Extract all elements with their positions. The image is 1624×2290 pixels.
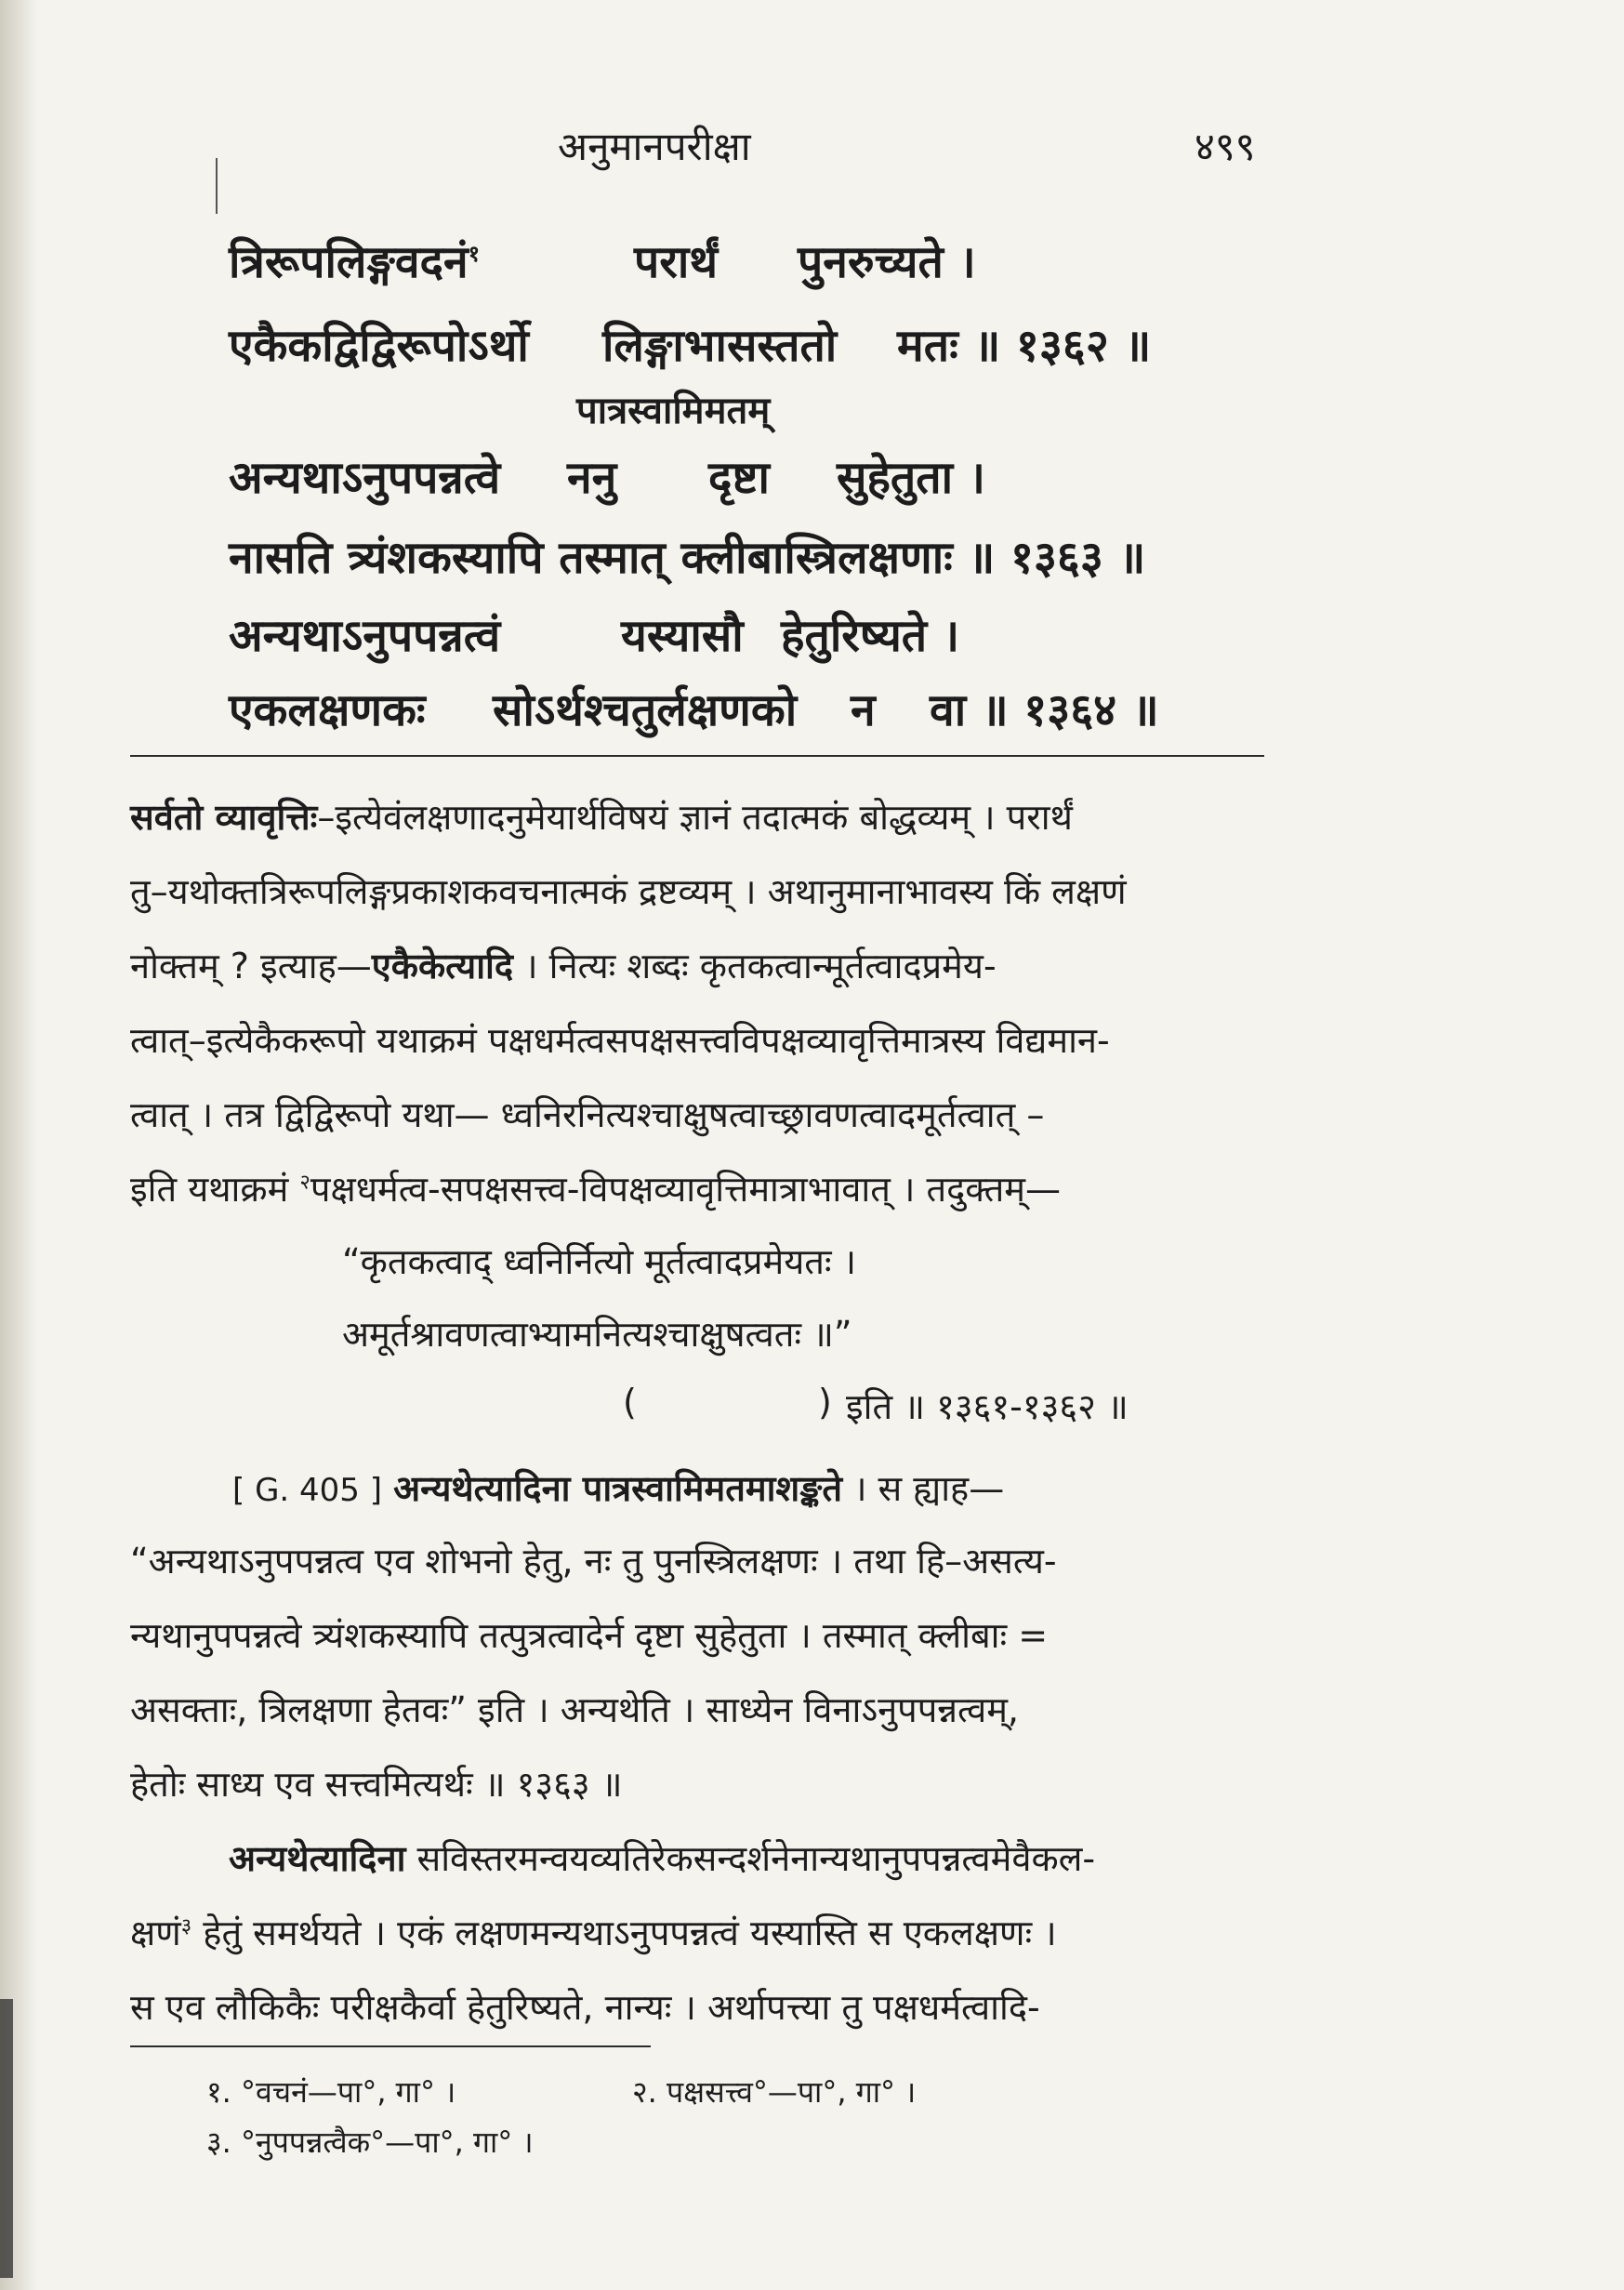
commentary-line: तु–यथोक्तत्रिरूपलिङ्गप्रकाशकवचनात्मकं द्रष्टव्यम् । अथानुमानाभावस्य किं लक्षणं <box>130 871 1127 912</box>
verse-1362-word: पुनरुच्यते । <box>798 236 976 288</box>
commentary-line: स एव लौकिकैः परीक्षकैर्वा हेतुरिष्यते, नान्यः । अर्थापत्त्या तु पक्षधर्मत्वादि- <box>130 1987 1040 2028</box>
footnote-ref-2: २ <box>299 1171 310 1195</box>
commentary-line: अन्यथेत्यादिना सविस्तरमन्वयव्यतिरेकसन्दर्शनेनान्यथानुपपन्नत्वमेवैकल- <box>229 1838 1096 1879</box>
verse-1364-word: न <box>851 684 876 736</box>
verse-1363-line-2: नासति त्र्यंशकस्यापि तस्मात् क्लीबास्त्रिलक्षणाः ॥ १३६३ ॥ <box>229 532 1146 584</box>
verse-1363-word: ननु <box>567 452 617 504</box>
verse-1363-word: सुहेतुता । <box>837 452 985 504</box>
commentary-line: “अन्यथाऽनुपपन्नत्व एव शोभनो हेतु, नः तु पुनस्त्रिलक्षणः । तथा हि–असत्य- <box>130 1541 1057 1582</box>
commentary-line: त्वात्–इत्येकैकरूपो यथाक्रमं पक्षधर्मत्वसपक्षसत्त्वविपक्षव्यावृत्तिमात्रस्य विद्यमान- <box>130 1020 1110 1061</box>
quote-line-1: “कृतकत्वाद् ध्वनिर्नित्यो मूर्तत्वादप्रमेयतः । <box>342 1241 857 1282</box>
commentary-line: इति यथाक्रमं $^२$पक्षधर्मत्व-सपक्षसत्त्व-विपक्षव्यावृत्तिमात्राभावात् । तदुक्तम्— <box>130 1169 1062 1210</box>
quote-paren-close: ) <box>818 1382 832 1423</box>
footnote-ref-1: १ <box>468 241 481 267</box>
margin-mark <box>216 158 218 214</box>
verse-1363-line-1: अन्यथाऽनुपपन्नत्वे <box>229 452 501 504</box>
commentary-line: सर्वतो व्यावृत्तिः–इत्येवंलक्षणादनुमेयार्थविषयं ज्ञानं तदात्मकं बोद्धव्यम् । परार्थं <box>130 797 1073 838</box>
footnote-1: १. °वचनं—पा°, गा° । <box>206 2074 456 2110</box>
footnote-3: ३. °नुपपन्नत्वैक°—पा°, गा° । <box>206 2125 534 2160</box>
commentary-line: हेतोः साध्य एव सत्त्वमित्यर्थः ॥ १३६३ ॥ <box>130 1764 623 1805</box>
commentary-line: नोक्तम् ? इत्याह—एकैकेत्यादि । नित्यः शब्दः कृतकत्वान्मूर्तत्वादप्रमेय- <box>130 946 997 986</box>
running-title: अनुमानपरीक्षा <box>558 124 751 169</box>
verse-1364-line-1: अन्यथाऽनुपपन्नत्वं <box>229 610 501 662</box>
verse-range-number: इति ॥ १३६१-१३६२ ॥ <box>846 1386 1129 1427</box>
verse-1362-line-2: एकैकद्विद्विरूपोऽर्थो <box>229 320 529 372</box>
page-number: ४९९ <box>1195 124 1256 169</box>
footnote-rule <box>130 2045 651 2047</box>
commentary-line: न्यथानुपपन्नत्वे त्र्यंशकस्यापि तत्पुत्रत्वादेर्न दृष्टा सुहेतुता । तस्मात् क्लीबाः = <box>130 1615 1049 1656</box>
footnote-ref-3: ३ <box>180 1914 192 1939</box>
quote-line-2: अमूर्तश्रावणत्वाभ्यामनित्यश्चाक्षुषत्वतः ॥” <box>342 1314 852 1355</box>
page-edge-shadow <box>0 0 37 2290</box>
commentary-line: त्वात् । तत्र द्विद्विरूपो यथा— ध्वनिरनित्यश्चाक्षुषत्वाच्छ्रावणत्वादमूर्तत्वात् – <box>130 1094 1045 1135</box>
verse-1364-word: यस्यासौ <box>621 610 744 662</box>
verse-1362-word: लिङ्गाभासस्ततो <box>602 320 838 372</box>
verse-1364-word: सोऽर्थश्चतुर्लक्षणको <box>493 684 798 736</box>
quote-paren-open: ( <box>623 1382 637 1423</box>
divider-rule <box>130 755 1264 757</box>
verse-1362-word: परार्थं <box>634 236 719 288</box>
verse-1364-line-2: एकलक्षणकः <box>229 684 426 736</box>
verse-1364-number: वा ॥ १३६४ ॥ <box>930 684 1159 736</box>
verse-1363-word: दृष्टा <box>708 452 770 504</box>
page-binding-edge <box>0 1999 13 2278</box>
page-reference: [ G. 405 ] <box>232 1472 383 1509</box>
verse-1364-word: हेतुरिष्यते । <box>781 610 960 662</box>
verse-1362-line-1: त्रिरूपलिङ्गवदनं$^१$ <box>229 236 481 288</box>
running-header <box>0 119 1624 184</box>
footnote-2: २. पक्षसत्त्व°—पा°, गा° । <box>632 2074 917 2110</box>
verse-1362-number: मतः ॥ १३६२ ॥ <box>897 320 1152 372</box>
section-heading: पात्रस्वामिमतम् <box>576 390 771 432</box>
commentary-line: असक्ताः, त्रिलक्षणा हेतवः” इति । अन्यथेति । साध्येन विनाऽनुपपन्नत्वम्, <box>130 1689 1019 1730</box>
commentary-line: [ G. 405 ] अन्यथेत्यादिना पात्रस्वामिमतमाशङ्कते । स ह्याह— <box>232 1468 1005 1509</box>
commentary-line: क्षणं$^३$ हेतुं समर्थयते । एकं लक्षणमन्यथाऽनुपपन्नत्वं यस्यास्ति स एकलक्षणः । <box>130 1913 1057 1953</box>
